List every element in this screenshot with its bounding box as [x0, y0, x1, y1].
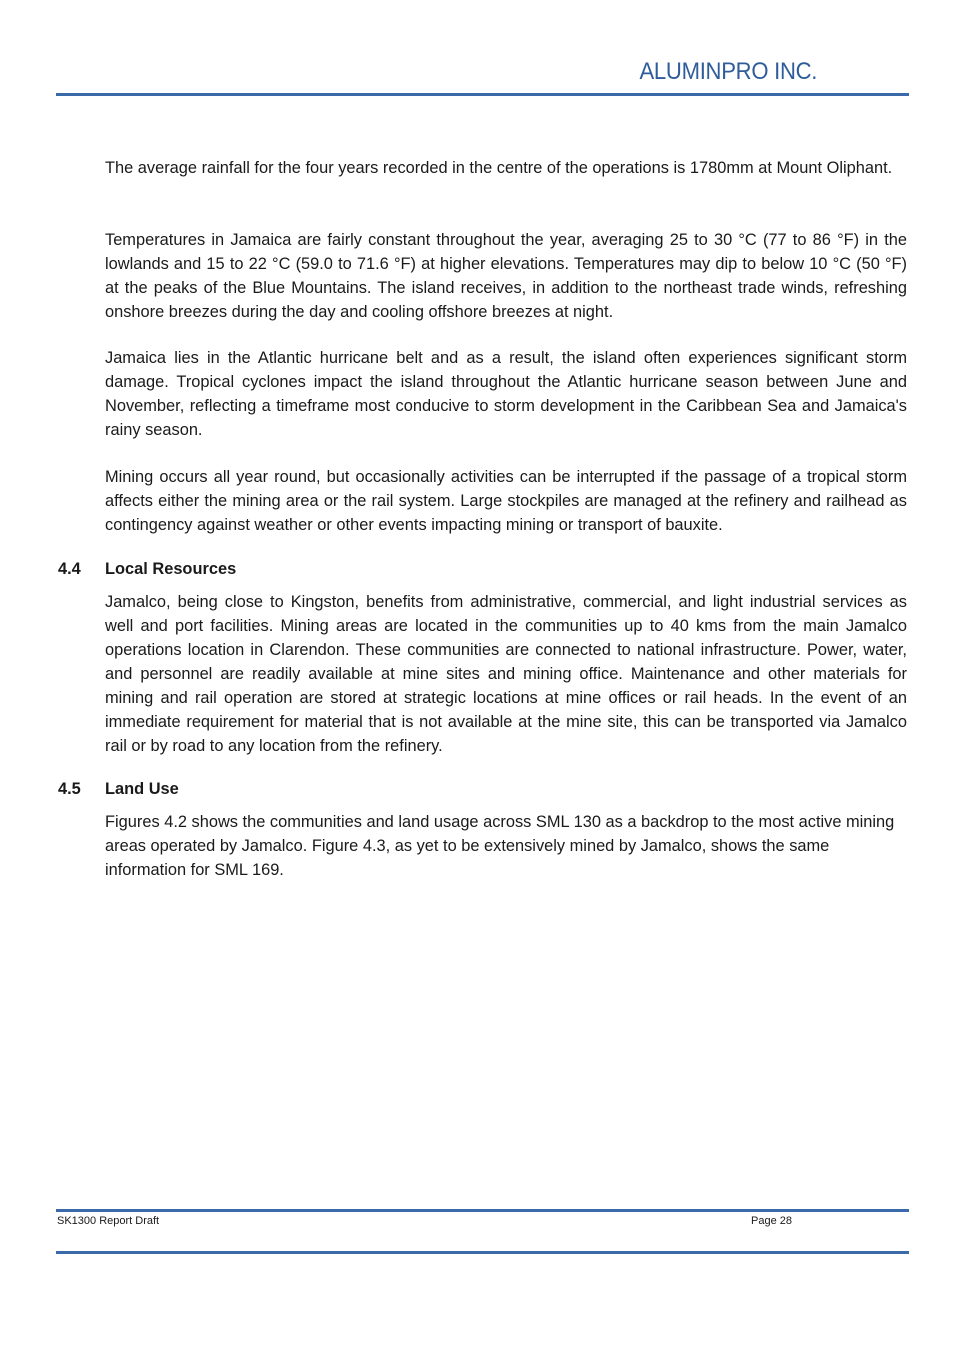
- paragraph-mining: Mining occurs all year round, but occasionally activities can be interrupted if the passage of a tropical storm affects either the mining area or the rail system. Large stockpiles are managed at the refinery and railhead as contingency against weather or other events impacting mining or transport of bauxite.: [105, 468, 907, 534]
- footer-top-rule: [56, 1209, 909, 1212]
- section-heading-local-resources: [58, 557, 236, 581]
- section-title: Land Use: [105, 780, 179, 798]
- footer-document-title: SK1300 Report Draft: [57, 1215, 160, 1227]
- section-title: Local Resources: [105, 560, 237, 578]
- paragraph-hurricanes: Jamaica lies in the Atlantic hurricane belt and as a result, the island often experiences significant storm damage. Tropical cyclones impact the island throughout the Atlantic hurricane season between June and November, reflecting a timeframe most conducive to storm development in the Caribbean Sea and Jamaica's rainy season.: [105, 349, 907, 439]
- footer-bottom-rule: [56, 1251, 909, 1254]
- paragraph-local-resources: Jamalco, being close to Kingston, benefits from administrative, commercial, and light industrial services as well and port facilities. Mining areas are located in the communities up to 40 kms from the main Jamalco operations location in Clarendon. These communities are connected to national infrastructure. Power, water, and personnel are readily available at mine sites and mining office. Maintenance and other materials for mining and rail operation are stored at strategic locations at mine offices or rail heads. In the event of an immediate requirement for material that is not available at the mine site, this can be transported via Jamalco rail or by road to any location from the refinery.: [105, 593, 907, 755]
- section-number: 4.4: [58, 560, 81, 578]
- paragraph-rainfall: The average rainfall for the four years recorded in the centre of the operations is 1780mm at Mount Oliphant.: [105, 159, 893, 177]
- paragraph-land-use: Figures 4.2 shows the communities and land usage across SML 130 as a backdrop to the most active mining areas operated by Jamalco. Figure 4.3, as yet to be extensively mined by Jamalco, shows the same information for SML 169.: [105, 813, 895, 879]
- header-rule: [56, 93, 909, 96]
- paragraph-temperatures: Temperatures in Jamaica are fairly constant throughout the year, averaging 25 to 30 °C (77 to 86 °F) in the lowlands and 15 to 22 °C (59.0 to 71.6 °F) at higher elevations. Temperatures may dip to below 10 °C (50 °F) at the peaks of the Blue Mountains. The island receives, in addition to the northeast trade winds, refreshing onshore breezes during the day and cooling offshore breezes at night.: [105, 231, 907, 321]
- section-number: 4.5: [58, 780, 81, 798]
- company-name: ALUMINPRO INC.: [639, 58, 817, 85]
- footer-page-number: Page 28: [751, 1215, 792, 1227]
- section-heading-land-use: [58, 777, 179, 801]
